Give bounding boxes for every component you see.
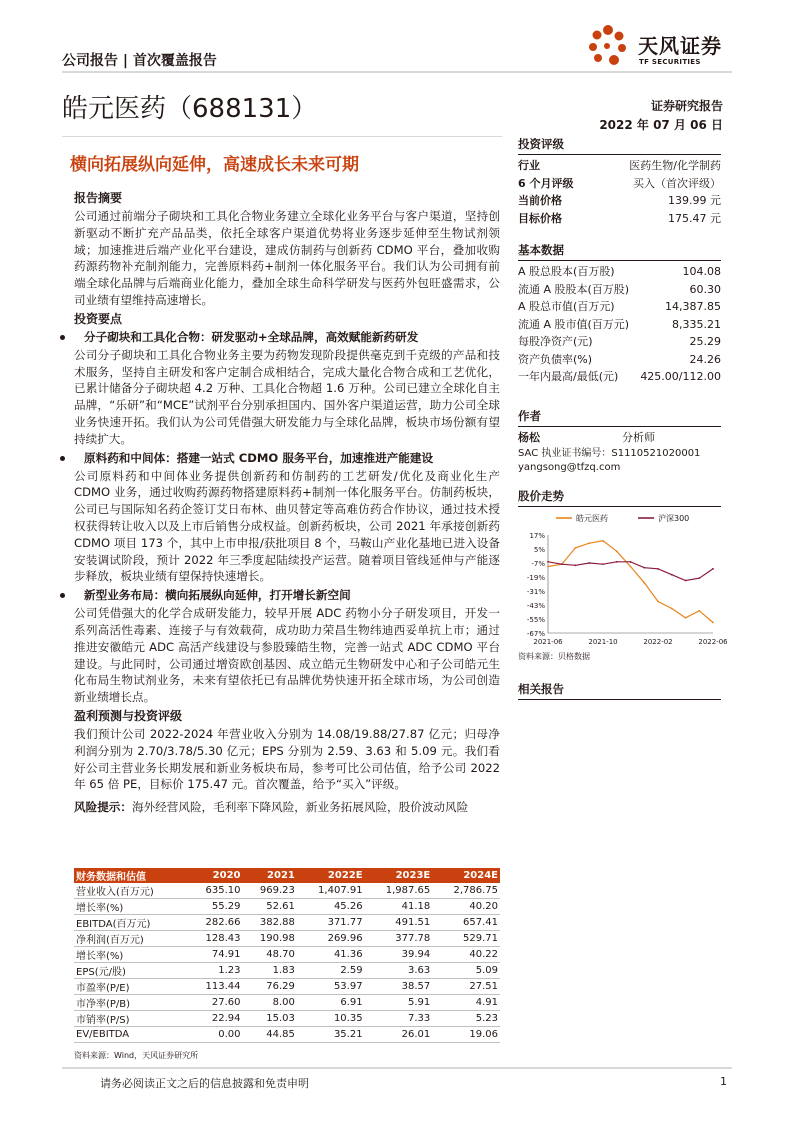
table-cell: 41.18 <box>365 899 433 915</box>
table-cell: 128.43 <box>188 931 242 947</box>
point-text-3: 公司凭借强大的化学合成研发能力，较早开展 ADC 药物小分子研发项目，开发一系列高活性毒素、连接子与有效载荷，成功助力荣昌生物纬迪西妥单抗上市；通过推进安徽皓元 ADC 高活产线建设与参股臻皓生物，完善一站式 ADC CDMO 平台建设。与此同时，公司通过增资欧创基因、成立皓元生物研发中心和子公司皓元生化布局生物试剂业务，未来有望依托已有品牌优势快速开拓全球市场，为公司创造新业绩增长点。 <box>74 606 500 705</box>
table-header-cell: 财务数据和估值 <box>74 868 188 883</box>
related-heading: 相关报告 <box>518 681 721 700</box>
table-cell: 635.10 <box>188 883 242 899</box>
footer-divider <box>62 1067 732 1069</box>
basics-row: 每股净资产(元) 25.29 <box>518 335 721 348</box>
table-body <box>74 883 500 1042</box>
forecast-text: 我们预计公司 2022-2024 年营业收入分别为 14.08/19.88/27.87 亿元；归母净利润分别为 2.70/3.78/5.30 亿元；EPS 分别为 2.59、3.63 和 5.09 元。我们看好公司主营业务长期发展和新业务板块布局，参考可比公司估值，给予公司 2022 年 65 倍 PE，目标价 175.47 元。首次覆盖，给予“买入”评级。 <box>74 726 500 792</box>
table-cell: 657.41 <box>432 915 500 931</box>
risk-text: 海外经营风险，毛利率下降风险，新业务拓展风险，股价波动风险 <box>131 800 469 815</box>
footer-disclaimer[interactable]: 请务必阅读正文之后的信息披露和免责申明 <box>100 1077 309 1090</box>
table-row-label: 市净率(P/B) <box>74 995 188 1011</box>
data-point <box>671 574 673 576</box>
data-point <box>685 580 687 582</box>
top-divider <box>62 71 732 73</box>
rating-panel <box>518 136 721 227</box>
table-row <box>74 1027 500 1043</box>
table-cell: 377.78 <box>365 931 433 947</box>
point-text-2: 公司原料药和中间体业务提供创新药和仿制药的工艺研发/优化及商业化生产 CDMO 业务，通过收购药源药物搭建原料药+制剂一体化服务平台。仿制药板块，公司已与国际知名药企签订艾日布林、曲贝替定等高难仿药合作协议，通过技术授权获得转让收入以及上市后销售分成权益。创新药板块，公司 2021 年承接创新药 CDMO 项目 173 个，其中上市申报/获批项目 8 个，马鞍山产业化基地已进入设备安装调试阶段，预计 2022 年三季度起陆续投产运营。随着项目管线延伸与产能逐步释放，板块业绩有望保持快速增长。 <box>74 468 500 584</box>
forecast-heading: 盈利预测与投资评级 <box>74 708 183 723</box>
title-divider <box>62 136 502 137</box>
risk-note <box>74 799 500 816</box>
y-tick-label: -55% <box>526 616 545 624</box>
table-cell: 491.51 <box>365 915 433 931</box>
data-point <box>657 601 659 603</box>
x-tick-label: 2021-10 <box>588 638 618 646</box>
table-cell: 52.61 <box>243 899 297 915</box>
table-row <box>74 1011 500 1027</box>
table-cell: 7.33 <box>365 1011 433 1027</box>
financial-table <box>74 868 500 1043</box>
table-cell: 22.94 <box>188 1011 242 1027</box>
bullet-dot-icon <box>60 593 65 598</box>
table-row-label: EPS(元/股) <box>74 963 188 979</box>
basics-row: A 股总股本(百万股) 104.08 <box>518 265 721 278</box>
data-point <box>698 610 700 612</box>
price-chart <box>518 509 728 647</box>
table-cell: 3.63 <box>365 963 433 979</box>
table-cell: 15.03 <box>243 1011 297 1027</box>
table-row <box>74 915 500 931</box>
basics-row: 一年内最高/最低(元) 425.00/112.00 <box>518 370 721 383</box>
y-tick-label: -43% <box>526 602 545 610</box>
table-cell: 39.94 <box>365 947 433 963</box>
table-row-label: 市销率(P/S) <box>74 1011 188 1027</box>
table-cell: 113.44 <box>188 979 242 995</box>
y-tick-label: 5% <box>533 546 545 554</box>
data-point <box>698 577 700 579</box>
legend-label: 沪深300 <box>658 514 690 523</box>
points-heading: 投资要点 <box>74 311 123 326</box>
table-cell: 27.60 <box>188 995 242 1011</box>
table-cell: 26.01 <box>365 1027 433 1043</box>
rating-row: 6 个月评级 买入（首次评级） <box>518 176 721 190</box>
table-cell: 282.66 <box>188 915 242 931</box>
table-cell: 1.83 <box>243 963 297 979</box>
table-header-cell: 2023E <box>365 868 433 883</box>
basics-heading: 基本数据 <box>518 242 721 261</box>
y-tick-label: -7% <box>531 560 545 568</box>
table-cell: 10.35 <box>297 1011 365 1027</box>
pinwheel-logo-icon <box>584 22 634 72</box>
table-cell: 2,786.75 <box>432 883 500 899</box>
bullet-dot-icon <box>60 456 65 461</box>
price-chart-heading: 股价走势 <box>518 488 721 507</box>
table-cell: 529.71 <box>432 931 500 947</box>
table-cell: 1.23 <box>188 963 242 979</box>
data-point <box>657 568 659 570</box>
data-point <box>575 564 577 566</box>
table-cell: 41.36 <box>297 947 365 963</box>
rating-row: 目标价格 175.47 元 <box>518 211 721 225</box>
author-role: 分析师 <box>622 431 655 444</box>
table-cell: 53.97 <box>297 979 365 995</box>
point-title-1: 分子砌块和工具化合物：研发驱动+全球品牌，高效赋能新药研发 <box>60 329 500 346</box>
table-cell: 190.98 <box>243 931 297 947</box>
author-email[interactable]: yangsong@tfzq.com <box>518 461 621 473</box>
table-cell: 4.91 <box>432 995 500 1011</box>
author-heading: 作者 <box>518 408 721 427</box>
x-tick-label: 2022-06 <box>698 638 728 646</box>
data-point <box>630 561 632 563</box>
data-point <box>643 582 645 584</box>
rating-row: 行业 医药生物/化学制药 <box>518 159 721 172</box>
data-point <box>616 550 618 552</box>
chart-source: 资料来源：贝格数据 <box>518 652 590 661</box>
point-title-3: 新型业务布局：横向拓展纵向延伸，打开增长新空间 <box>60 587 500 604</box>
data-point <box>602 563 604 565</box>
data-point <box>671 608 673 610</box>
table-source: 资料来源：Wind，天风证券研究所 <box>74 1051 199 1060</box>
table-cell: 5.91 <box>365 995 433 1011</box>
page-number: 1 <box>720 1075 727 1088</box>
data-point <box>561 563 563 565</box>
data-point <box>685 617 687 619</box>
basics-panel <box>518 242 721 386</box>
table-row-label: 增长率(%) <box>74 947 188 963</box>
author-panel <box>518 408 721 475</box>
table-cell: 1,987.65 <box>365 883 433 899</box>
table-row-label: 增长率(%) <box>74 899 188 915</box>
table-row-label: EBITDA(百万元) <box>74 915 188 931</box>
table-cell: 269.96 <box>297 931 365 947</box>
table-cell: 6.91 <box>297 995 365 1011</box>
data-point <box>616 561 618 563</box>
basics-row: 资产负债率(%) 24.26 <box>518 352 721 366</box>
data-point <box>712 568 714 570</box>
table-row <box>74 995 500 1011</box>
table-cell: 1,407.91 <box>297 883 365 899</box>
data-point <box>630 566 632 568</box>
x-tick-label: 2021-06 <box>533 638 563 646</box>
table-cell: 40.22 <box>432 947 500 963</box>
table-row <box>74 899 500 915</box>
table-cell: 44.85 <box>243 1027 297 1043</box>
author-row <box>518 429 721 447</box>
table-cell: 27.51 <box>432 979 500 995</box>
table-header-cell: 2024E <box>432 868 500 883</box>
point-text-1: 公司分子砌块和工具化合物业务主要为药物发现阶段提供毫克到千克级的产品和技术服务，坚持自主研发和客户定制合成相结合，完成大量化合物合成和工艺优化，已累计储备分子砌块超 4.2 万种、工具化合物超 1.6 万种。公司已建立全球化自主品牌，“乐研”和“MCE”试剂平台分别承担国内、国外客户渠道运营，助力公司全球业务快速开拓。我们认为公司凭借强大研发能力与全球化品牌，板块市场份额有望持续扩大。 <box>74 347 500 446</box>
y-tick-label: -31% <box>526 588 545 596</box>
table-cell: 969.23 <box>243 883 297 899</box>
table-row <box>74 931 500 947</box>
data-point <box>712 622 714 624</box>
table-cell: 48.70 <box>243 947 297 963</box>
data-point <box>643 567 645 569</box>
table-row <box>74 883 500 899</box>
table-row-label: EV/EBITDA <box>74 1027 188 1043</box>
series-line <box>548 541 713 623</box>
table-row-label: 净利润(百万元) <box>74 931 188 947</box>
table-cell: 40.20 <box>432 899 500 915</box>
table-header-row <box>74 868 500 883</box>
data-point <box>575 547 577 549</box>
author-name: 杨松 <box>518 431 540 444</box>
table-cell: 38.57 <box>365 979 433 995</box>
point-title-2: 原料药和中间体：搭建一站式 CDMO 服务平台，加速推进产能建设 <box>60 450 500 467</box>
summary-text: 公司通过前端分子砌块和工具化合物业务建立全球化业务平台与客户渠道，坚持创新驱动不断扩充产品品类，依托全球客户渠道优势将业务逐步延伸至生物试剂领域；加速推进后端产业化平台建设，建成仿制药与创新药 CDMO 平台，叠加收购药源药物补充制剂能力，完善原料药+制剂一体化服务平台。我们认为公司拥有前端全球化品牌与后端商业化能力，叠加全球生命科学研发与医药外包旺盛需求，公司业绩有望维持高速增长。 <box>74 209 500 307</box>
data-point <box>588 542 590 544</box>
y-tick-label: -19% <box>526 574 545 582</box>
table-cell: 76.29 <box>243 979 297 995</box>
table-row-label: 市盈率(P/E) <box>74 979 188 995</box>
table-cell: 19.06 <box>432 1027 500 1043</box>
table-header-cell: 2022E <box>297 868 365 883</box>
y-tick-label: -67% <box>526 630 545 638</box>
risk-label: 风险提示： <box>74 800 132 815</box>
headline: 横向拓展纵向延伸，高速成长未来可期 <box>70 155 359 175</box>
table-cell: 5.23 <box>432 1011 500 1027</box>
summary-heading: 报告摘要 <box>74 191 123 205</box>
report-category: 公司报告 | 首次覆盖报告 <box>62 53 217 69</box>
report-date: 2022 年 07 月 06 日 <box>599 118 723 132</box>
report-type: 证券研究报告 <box>650 99 723 113</box>
rating-row: 当前价格 139.99 元 <box>518 194 721 207</box>
data-point <box>588 562 590 564</box>
table-cell: 35.21 <box>297 1027 365 1043</box>
table-cell: 0.00 <box>188 1027 242 1043</box>
table-cell: 55.29 <box>188 899 242 915</box>
table-cell: 45.26 <box>297 899 365 915</box>
main-column <box>74 190 500 816</box>
rating-heading: 投资评级 <box>518 136 721 155</box>
legend-label: 皓元医药 <box>576 514 608 523</box>
table-row <box>74 947 500 963</box>
related-panel <box>518 681 721 702</box>
basics-row: A 股总市值(百万元) 14,387.85 <box>518 300 721 313</box>
data-point <box>547 561 549 563</box>
table-header-cell: 2021 <box>243 868 297 883</box>
price-chart-panel <box>518 488 728 662</box>
basics-row: 流通 A 股市值(百万元) 8,335.21 <box>518 317 721 331</box>
table-row <box>74 963 500 979</box>
table-header-cell: 2020 <box>188 868 242 883</box>
table-cell: 382.88 <box>243 915 297 931</box>
table-row <box>74 979 500 995</box>
basics-row: 流通 A 股股本(百万股) 60.30 <box>518 282 721 296</box>
x-tick-label: 2022-02 <box>643 638 673 646</box>
y-tick-label: 17% <box>529 532 545 540</box>
brand-name-cn: 天风证券 <box>638 34 722 58</box>
author-cert: SAC 执业证书编号：S1110521020001 <box>518 447 701 459</box>
table-row-label: 营业收入(百万元) <box>74 883 188 899</box>
data-point <box>547 566 549 568</box>
table-cell: 8.00 <box>243 995 297 1011</box>
table-cell: 74.91 <box>188 947 242 963</box>
data-point <box>602 540 604 542</box>
brand-name-en: TF SECURITIES <box>639 58 701 66</box>
table-cell: 5.09 <box>432 963 500 979</box>
table-cell: 371.77 <box>297 915 365 931</box>
company-title: 皓元医药（688131） <box>62 94 318 124</box>
table-cell: 2.59 <box>297 963 365 979</box>
bullet-dot-icon <box>60 335 65 340</box>
series-line <box>548 562 713 581</box>
